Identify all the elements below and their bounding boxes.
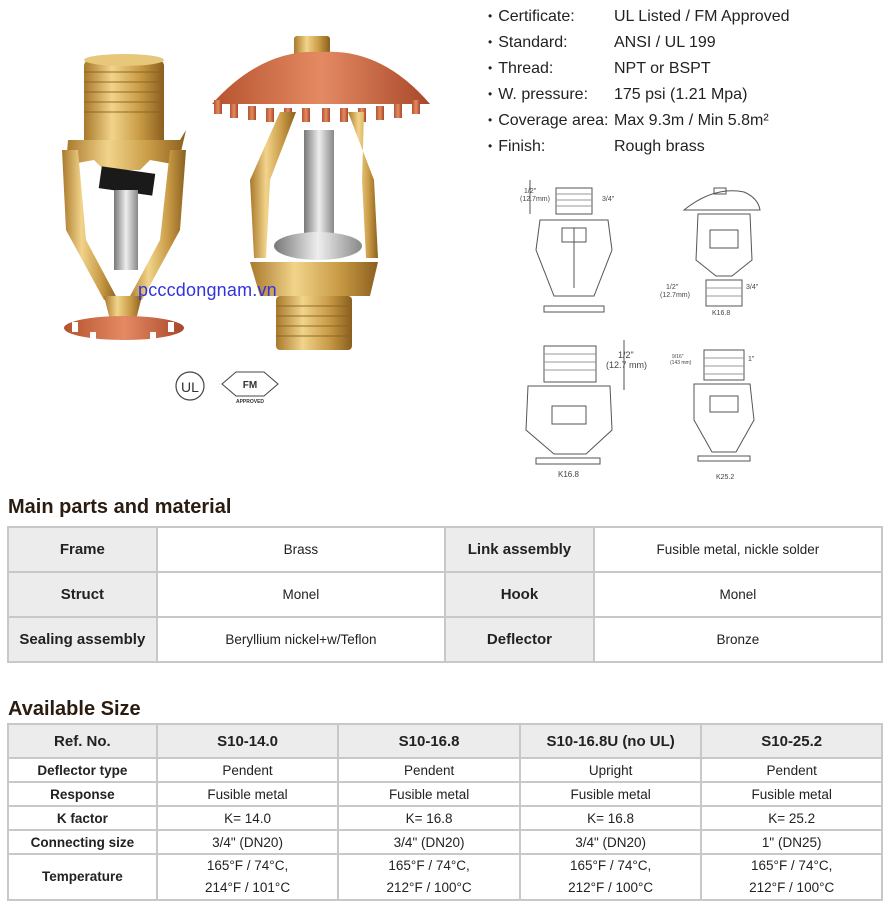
technical-drawings [500,170,800,490]
svg-text:UL: UL [181,379,199,395]
table-row: K factor K= 14.0 K= 16.8 K= 16.8 K= 25.2 [8,806,882,830]
drawing-2-thread: 3/4" [746,284,759,291]
sizes-table [7,723,883,901]
upright-sprinkler [212,36,430,350]
table-row: Deflector type Pendent Pendent Upright Pendent [8,758,882,782]
table-row: Connecting size 3/4" (DN20) 3/4" (DN20) 3/4" (DN20) 1" (DN25) [8,830,882,854]
table-row: Response Fusible metal Fusible metal Fusible metal Fusible metal [8,782,882,806]
spec-thread: • Thread: NPT or BSPT [488,56,790,82]
drawing-2-dim-mm: (12.7mm) [660,292,690,299]
drawing-4-caption: K25.2 [716,474,735,481]
drawing-2-caption: K16.8 [712,310,731,317]
spec-coverage: • Coverage area: Max 9.3m / Min 5.8m² [488,108,790,134]
sizes-title: Available Size [8,698,141,720]
parts-title: Main parts and material [8,496,232,518]
spec-pressure: • W. pressure: 175 psi (1.21 Mpa) [488,82,790,108]
parts-table [7,526,883,663]
table-row-temperature: Temperature 165°F / 74°C, 214°F / 101°C 165°F / 74°C, 212°F / 100°C 165°F / 74°C, 212°F / 100°C 165°F / 74°C, 212°F / 100°C [8,854,882,900]
drawing-pendent-k16.8 [526,340,624,464]
drawing-3-caption: K16.8 [558,470,579,479]
drawing-4-thread: 1" [748,356,755,363]
spec-standard: • Standard: ANSI / UL 199 [488,30,790,56]
sprinkler-illustration [0,0,480,420]
svg-text:FM: FM [242,380,258,391]
ul-logo [176,372,204,400]
spec-certificate: • Certificate: UL Listed / FM Approved [488,4,790,30]
table-row: Frame Brass Link assembly Fusible metal, nickle solder [8,527,882,572]
drawing-1-thread: 3/4" [602,196,615,203]
drawing-2-dim: 1/2" [666,284,679,291]
table-row: Sealing assembly Beryllium nickel+w/Teflon Deflector Bronze [8,617,882,662]
drawing-pendent-k25.2 [694,350,754,461]
drawing-3-dim: 1/2" [618,350,634,360]
drawing-4-dim: 9/16" [672,354,684,360]
spec-list [488,4,790,160]
drawing-4-dim-mm: (143 mm) [670,360,692,366]
drawing-1-dim: 1/2" [524,188,537,195]
spec-finish: • Finish: Rough brass [488,134,790,160]
product-image [0,0,480,420]
watermark: pcccdongnam.vn [138,280,277,300]
table-header-row: Ref. No. S10-14.0 S10-16.8 S10-16.8U (no UL) S10-25.2 [8,724,882,758]
fm-approved-logo [222,372,278,405]
svg-text:APPROVED: APPROVED [235,399,265,405]
drawing-3-dim-mm: (12.7 mm) [606,360,648,370]
table-row: Struct Monel Hook Monel [8,572,882,617]
drawing-1-dim-mm: (12.7mm) [520,196,550,203]
